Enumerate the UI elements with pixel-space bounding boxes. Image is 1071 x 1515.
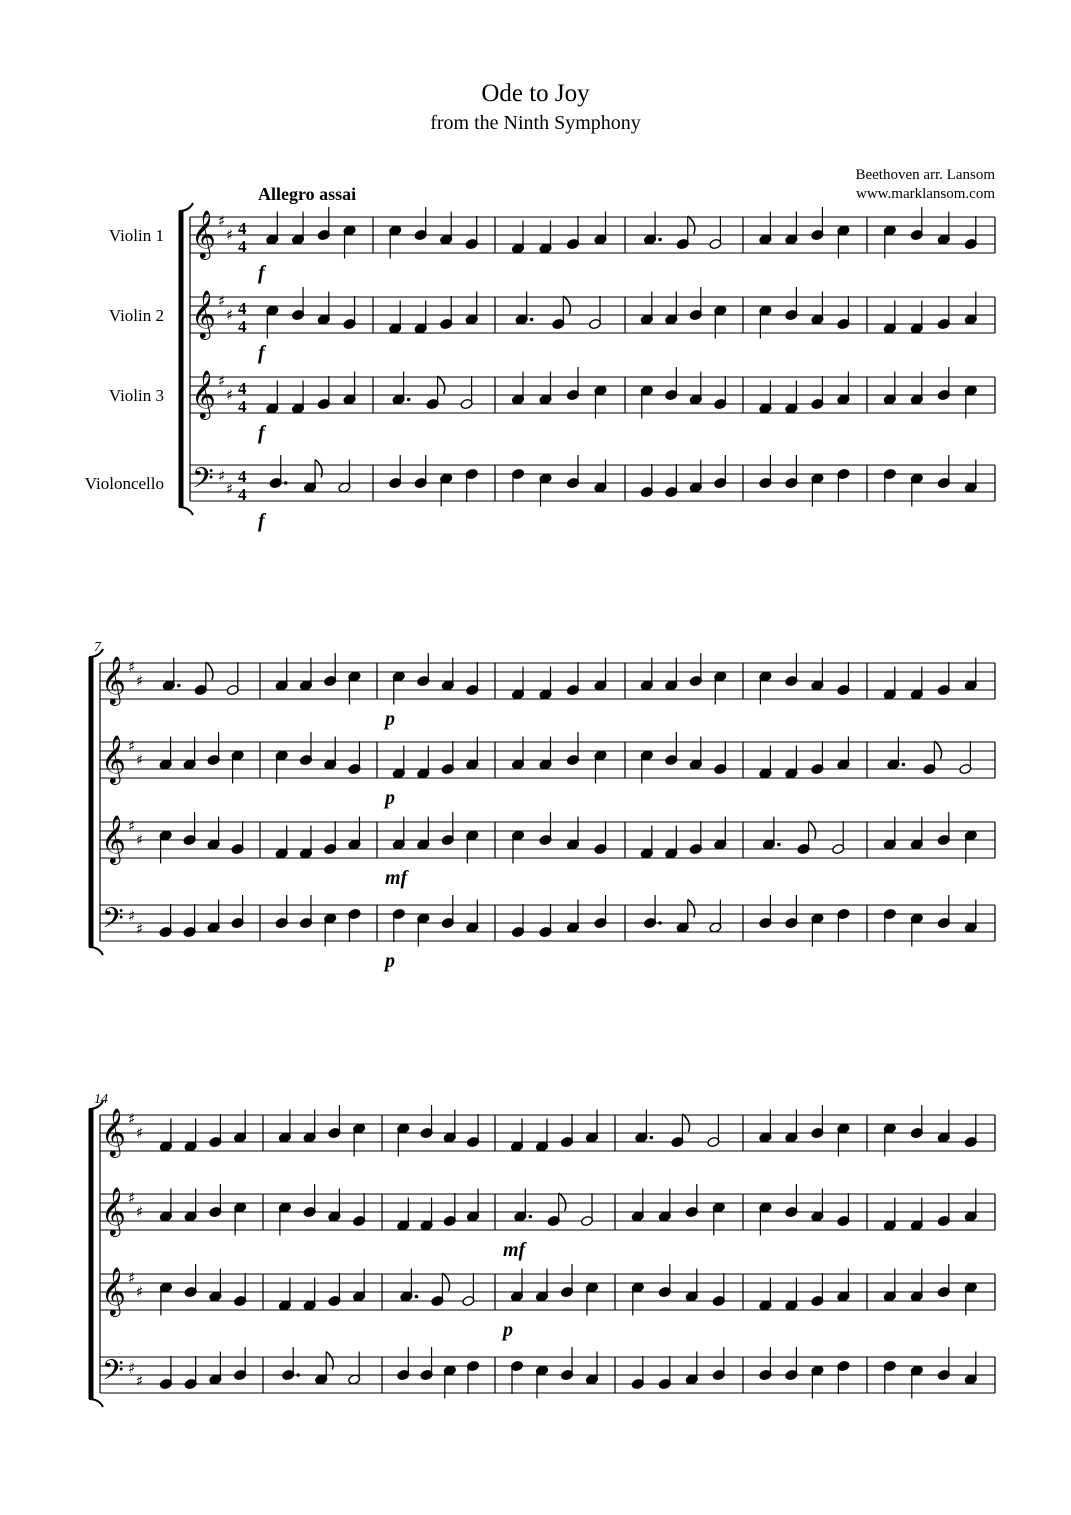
treble-clef-icon: 𝄞 — [191, 289, 216, 338]
instrument-name: Violin 1 — [108, 226, 164, 245]
sharp-icon: ♯ — [136, 920, 144, 938]
staff-4-system-1 — [85, 455, 995, 532]
note-flag — [438, 376, 445, 394]
sharp-icon: ♯ — [128, 817, 136, 835]
dynamic-marking: f — [258, 342, 265, 364]
note-flag — [315, 460, 322, 478]
time-signature-bottom: 4 — [238, 485, 247, 504]
note-flag — [326, 1352, 333, 1370]
note-dot — [296, 1373, 300, 1377]
time-signature-bottom: 4 — [238, 237, 247, 256]
instrument-name: Violin 3 — [108, 386, 164, 405]
dynamic-marking: p — [385, 787, 395, 809]
instrument-name: Violoncello — [84, 474, 164, 493]
instrument-name: Violin 2 — [108, 306, 164, 325]
bass-clef-icon: 𝄢 — [102, 1354, 124, 1394]
dynamic-marking: p — [385, 950, 395, 972]
note-flag — [442, 1273, 449, 1291]
sharp-icon: ♯ — [226, 386, 234, 404]
sharp-icon: ♯ — [136, 1203, 144, 1221]
dynamic-marking: f — [258, 422, 265, 444]
note-dot — [415, 1295, 419, 1299]
sharp-icon: ♯ — [128, 737, 136, 755]
sharp-icon: ♯ — [136, 672, 144, 690]
staff-2-system-3 — [100, 1184, 995, 1261]
bass-clef-icon: 𝄢 — [102, 902, 124, 942]
dynamic-marking: f — [258, 262, 265, 284]
measure-number: 14 — [94, 1092, 108, 1107]
note-dot — [777, 843, 781, 847]
dynamic-marking: p — [503, 1319, 513, 1341]
bracket-bottom — [89, 947, 103, 955]
sharp-icon: ♯ — [136, 1372, 144, 1390]
note-flag — [563, 296, 570, 314]
sharp-icon: ♯ — [136, 831, 144, 849]
bass-clef-icon: 𝄢 — [192, 462, 214, 502]
note-dot — [284, 481, 288, 485]
sharp-icon: ♯ — [136, 1124, 144, 1142]
sharp-icon: ♯ — [226, 226, 234, 244]
staff-2-system-2 — [100, 732, 995, 809]
note-dot — [530, 318, 534, 322]
treble-clef-icon: 𝄞 — [101, 734, 126, 783]
sharp-icon: ♯ — [136, 751, 144, 769]
treble-clef-icon: 𝄞 — [191, 369, 216, 418]
dynamic-marking: p — [385, 708, 395, 730]
staff-4-system-2 — [100, 895, 995, 972]
note-dot — [650, 1136, 654, 1140]
score-subtitle: from the Ninth Symphony — [430, 112, 641, 134]
treble-clef-icon: 𝄞 — [191, 209, 216, 258]
sharp-icon: ♯ — [128, 658, 136, 676]
sharp-icon: ♯ — [226, 306, 234, 324]
treble-clef-icon: 𝄞 — [101, 655, 126, 704]
tempo-marking: Allegro assai — [258, 184, 357, 204]
treble-clef-icon: 𝄞 — [101, 1186, 126, 1235]
note-dot — [407, 398, 411, 402]
treble-clef-icon: 𝄞 — [101, 814, 126, 863]
time-signature-top: 4 — [238, 467, 247, 486]
note-flag — [688, 216, 695, 234]
staff-4-system-3 — [100, 1347, 995, 1399]
note-flag — [688, 900, 695, 918]
time-signature-top: 4 — [238, 219, 247, 238]
dynamic-marking: f — [258, 510, 265, 532]
note-dot — [658, 238, 662, 242]
staff-3-system-2 — [100, 812, 995, 889]
website-link[interactable]: www.marklansom.com — [856, 186, 995, 202]
note-flag — [206, 662, 213, 680]
staff-3-system-3 — [100, 1264, 995, 1341]
treble-clef-icon: 𝄞 — [101, 1107, 126, 1156]
time-signature-top: 4 — [238, 379, 247, 398]
sharp-icon: ♯ — [218, 372, 226, 390]
staff-1-system-2 — [100, 653, 995, 730]
sharp-icon: ♯ — [128, 1359, 136, 1377]
composer-credit: Beethoven arr. Lansom — [855, 167, 995, 183]
time-signature-bottom: 4 — [238, 317, 247, 336]
note-dot — [177, 684, 181, 688]
staff-1-system-1 — [109, 207, 995, 284]
staff-1-system-3 — [100, 1105, 995, 1158]
sharp-icon: ♯ — [218, 292, 226, 310]
dynamic-marking: mf — [503, 1239, 526, 1261]
score-title: Ode to Joy — [481, 80, 590, 107]
note-flag — [809, 821, 816, 839]
note-dot — [529, 1215, 533, 1219]
note-dot — [658, 921, 662, 925]
sharp-icon: ♯ — [136, 1283, 144, 1301]
sharp-icon: ♯ — [128, 1110, 136, 1128]
dynamic-marking: mf — [385, 867, 408, 889]
sharp-icon: ♯ — [128, 1189, 136, 1207]
note-flag — [559, 1193, 566, 1211]
note-flag — [934, 741, 941, 759]
sharp-icon: ♯ — [218, 467, 226, 485]
staff-3-system-1 — [109, 367, 995, 444]
treble-clef-icon: 𝄞 — [101, 1266, 126, 1315]
time-signature-top: 4 — [238, 299, 247, 318]
sharp-icon: ♯ — [218, 212, 226, 230]
bracket-bottom — [179, 507, 193, 515]
note-flag — [682, 1114, 689, 1132]
sharp-icon: ♯ — [128, 1269, 136, 1287]
note-dot — [902, 763, 906, 767]
time-signature-bottom: 4 — [238, 397, 247, 416]
bracket-bottom — [89, 1399, 103, 1407]
measure-number: 7 — [94, 640, 101, 655]
staff-2-system-1 — [109, 287, 995, 364]
sharp-icon: ♯ — [128, 907, 136, 925]
sharp-icon: ♯ — [226, 480, 234, 498]
